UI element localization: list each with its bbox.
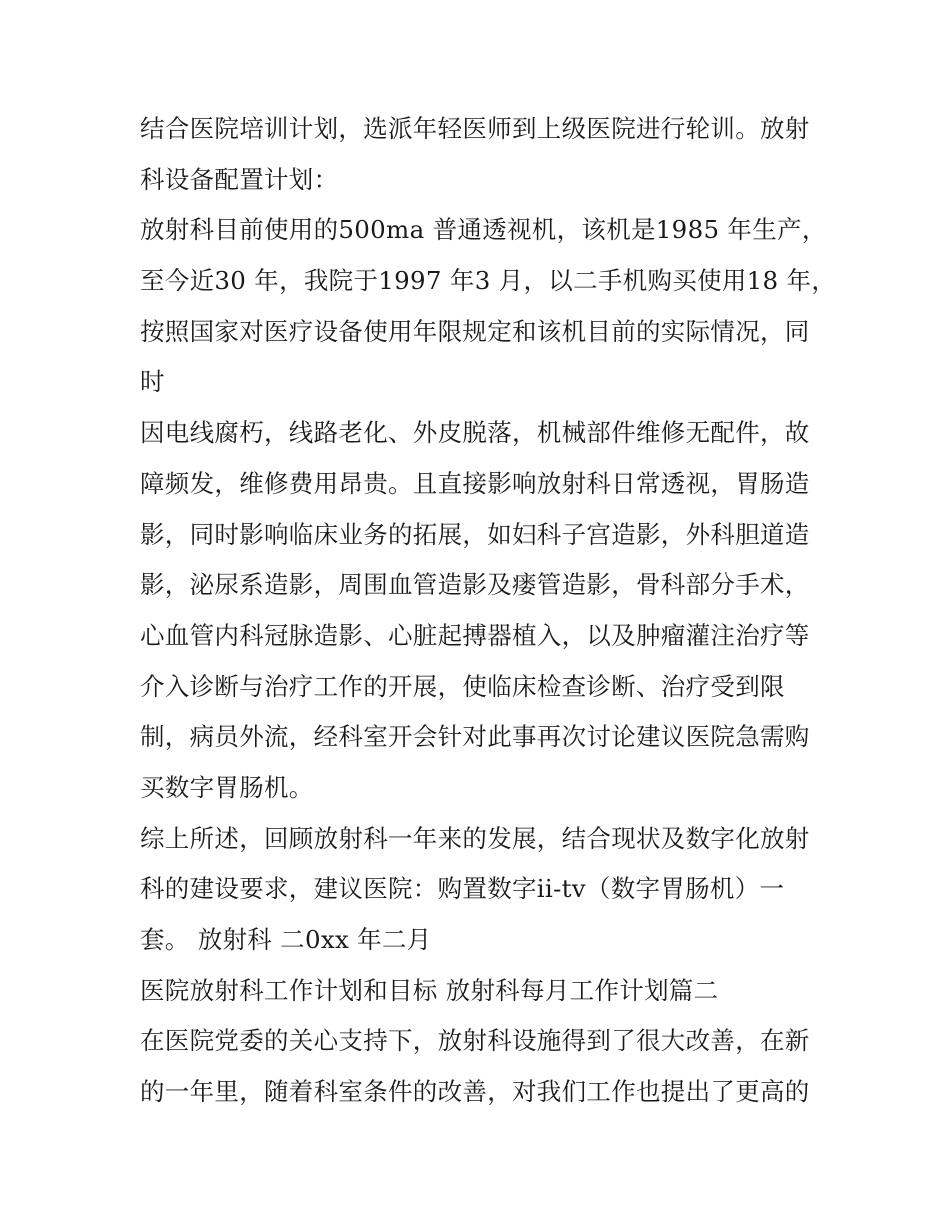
text-line: 按照国家对医疗设备使用年限规定和该机目前的实际情况，同 — [140, 316, 810, 346]
document-body — [140, 110, 840, 1124]
text-line: 制，病员外流，经科室开会针对此事再次讨论建议医院急需购 — [140, 722, 810, 752]
text-line: 科的建设要求，建议医院：购置数字ii-tv（数字胃肠机）一 — [140, 874, 785, 904]
text-line: 介入诊断与治疗工作的开展，使临床检查诊断、治疗受到限 — [140, 671, 785, 701]
text-line: 套。 放射科 二0xx 年二月 — [140, 925, 432, 954]
text-line: 结合医院培训计划，选派年轻医师到上级医院进行轮训。放射 — [140, 114, 810, 143]
text-line: 科设备配置计划： — [140, 164, 339, 194]
text-line: 的一年里，随着科室条件的改善，对我们工作也提出了更高的 — [140, 1077, 810, 1107]
text-line: 时 — [140, 367, 165, 397]
text-line: 因电线腐朽，线路老化、外皮脱落，机械部件维修无配件，故 — [140, 418, 810, 448]
text-line: 放射科目前使用的500ma 普通透视机，该机是1985 年生产， — [140, 215, 827, 245]
text-line: 买数字胃肠机。 — [140, 772, 314, 802]
text-line: 影，同时影响临床业务的拓展，如妇科子宫造影，外科胆道造 — [140, 519, 810, 549]
text-line: 心血管内科冠脉造影、心脏起搏器植入，以及肿瘤灌注治疗等 — [140, 620, 810, 650]
text-line: 至今近30 年，我院于1997 年3 月，以二手机购买使用18 年， — [140, 266, 837, 296]
section-heading: 医院放射科工作计划和目标 放射科每月工作计划篇二 — [140, 975, 719, 1005]
text-line: 综上所述，回顾放射科一年来的发展，结合现状及数字化放射 — [140, 823, 810, 853]
text-line: 影，泌尿系造影，周围血管造影及瘘管造影，骨科部分手术， — [140, 570, 810, 600]
text-line: 在医院党委的关心支持下，放射科设施得到了很大改善，在新 — [140, 1026, 810, 1056]
text-line: 障频发，维修费用昂贵。且直接影响放射科日常透视，胃肠造 — [140, 468, 810, 498]
